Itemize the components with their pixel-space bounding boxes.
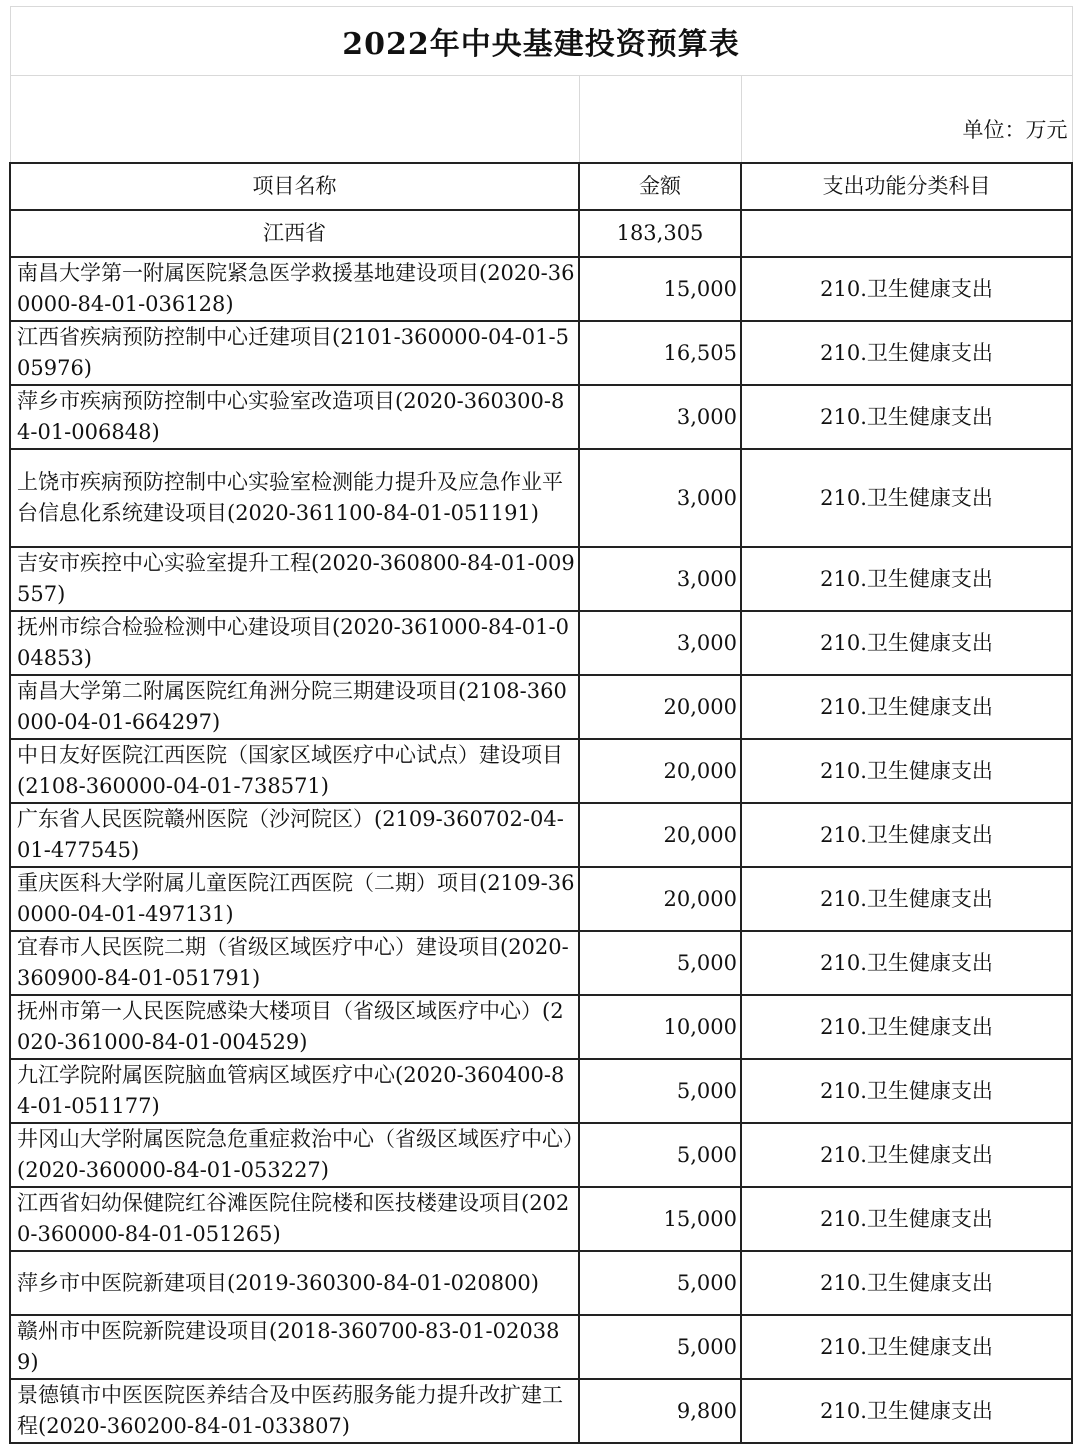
project-amount: 16,505 [579, 321, 741, 385]
project-name: 南昌大学第一附属医院紧急医学救援基地建设项目(2020-360000-84-01-036128) [10, 257, 579, 321]
project-amount: 9,800 [579, 1379, 741, 1443]
table-row [10, 449, 1072, 547]
project-category: 210.卫生健康支出 [741, 321, 1072, 385]
table-row [10, 1251, 1072, 1315]
project-category: 210.卫生健康支出 [741, 803, 1072, 867]
project-name: 中日友好医院江西医院（国家区域医疗中心试点）建设项目(2108-360000-04-01-738571) [10, 739, 579, 803]
project-name: 吉安市疾控中心实验室提升工程(2020-360800-84-01-009557) [10, 547, 579, 611]
table-row [10, 1059, 1072, 1123]
project-amount: 5,000 [579, 931, 741, 995]
project-name: 广东省人民医院赣州医院（沙河院区）(2109-360702-04-01-477545) [10, 803, 579, 867]
title-row [10, 7, 1072, 76]
project-name: 宜春市人民医院二期（省级区域医疗中心）建设项目(2020-360900-84-01-051791) [10, 931, 579, 995]
project-amount: 3,000 [579, 611, 741, 675]
project-amount: 15,000 [579, 1187, 741, 1251]
project-category: 210.卫生健康支出 [741, 1379, 1072, 1443]
project-amount: 5,000 [579, 1123, 741, 1187]
project-name: 抚州市综合检验检测中心建设项目(2020-361000-84-01-004853) [10, 611, 579, 675]
header-category: 支出功能分类科目 [741, 163, 1072, 210]
project-name: 抚州市第一人民医院感染大楼项目（省级区域医疗中心）(2020-361000-84-01-004529) [10, 995, 579, 1059]
project-name: 江西省疾病预防控制中心迁建项目(2101-360000-04-01-505976) [10, 321, 579, 385]
table-row [10, 995, 1072, 1059]
province-amount: 183,305 [579, 210, 741, 257]
project-amount: 3,000 [579, 385, 741, 449]
project-amount: 20,000 [579, 867, 741, 931]
project-amount: 3,000 [579, 547, 741, 611]
table-row [10, 385, 1072, 449]
project-category: 210.卫生健康支出 [741, 449, 1072, 547]
table-row [10, 257, 1072, 321]
project-name: 九江学院附属医院脑血管病区域医疗中心(2020-360400-84-01-051177) [10, 1059, 579, 1123]
project-category: 210.卫生健康支出 [741, 1123, 1072, 1187]
blank-cell [579, 76, 741, 164]
project-category: 210.卫生健康支出 [741, 385, 1072, 449]
table-row [10, 675, 1072, 739]
table-row [10, 1123, 1072, 1187]
project-amount: 5,000 [579, 1251, 741, 1315]
project-category: 210.卫生健康支出 [741, 1059, 1072, 1123]
project-category: 210.卫生健康支出 [741, 1315, 1072, 1379]
project-category: 210.卫生健康支出 [741, 931, 1072, 995]
project-amount: 20,000 [579, 803, 741, 867]
header-amount: 金额 [579, 163, 741, 210]
province-name: 江西省 [10, 210, 579, 257]
project-amount: 5,000 [579, 1059, 741, 1123]
header-row [10, 163, 1072, 210]
table-row [10, 1315, 1072, 1379]
project-category: 210.卫生健康支出 [741, 675, 1072, 739]
province-category [741, 210, 1072, 257]
budget-table [9, 6, 1073, 1444]
table-row [10, 547, 1072, 611]
table-row [10, 867, 1072, 931]
project-amount: 5,000 [579, 1315, 741, 1379]
project-category: 210.卫生健康支出 [741, 1187, 1072, 1251]
page-title: 2022年中央基建投资预算表 [10, 7, 1072, 76]
table-row [10, 321, 1072, 385]
project-name: 萍乡市中医院新建项目(2019-360300-84-01-020800) [10, 1251, 579, 1315]
table-row [10, 611, 1072, 675]
project-category: 210.卫生健康支出 [741, 611, 1072, 675]
project-category: 210.卫生健康支出 [741, 739, 1072, 803]
unit-label: 单位：万元 [741, 76, 1072, 164]
project-amount: 15,000 [579, 257, 741, 321]
table-row [10, 1187, 1072, 1251]
project-name: 南昌大学第二附属医院红角洲分院三期建设项目(2108-360000-04-01-664297) [10, 675, 579, 739]
unit-row [10, 76, 1072, 164]
table-row [10, 739, 1072, 803]
project-amount: 3,000 [579, 449, 741, 547]
province-row [10, 210, 1072, 257]
project-name: 萍乡市疾病预防控制中心实验室改造项目(2020-360300-84-01-006848) [10, 385, 579, 449]
budget-sheet [9, 6, 1071, 1444]
table-row [10, 1379, 1072, 1443]
project-category: 210.卫生健康支出 [741, 257, 1072, 321]
project-name: 重庆医科大学附属儿童医院江西医院（二期）项目(2109-360000-04-01-497131) [10, 867, 579, 931]
project-name: 赣州市中医院新院建设项目(2018-360700-83-01-020389) [10, 1315, 579, 1379]
project-name: 江西省妇幼保健院红谷滩医院住院楼和医技楼建设项目(2020-360000-84-01-051265) [10, 1187, 579, 1251]
project-category: 210.卫生健康支出 [741, 995, 1072, 1059]
project-amount: 20,000 [579, 739, 741, 803]
project-category: 210.卫生健康支出 [741, 867, 1072, 931]
project-category: 210.卫生健康支出 [741, 1251, 1072, 1315]
project-amount: 20,000 [579, 675, 741, 739]
project-name: 上饶市疾病预防控制中心实验室检测能力提升及应急作业平台信息化系统建设项目(2020-361100-84-01-051191) [10, 449, 579, 547]
table-row [10, 803, 1072, 867]
header-name: 项目名称 [10, 163, 579, 210]
project-name: 景德镇市中医医院医养结合及中医药服务能力提升改扩建工程(2020-360200-84-01-033807) [10, 1379, 579, 1443]
project-amount: 10,000 [579, 995, 741, 1059]
table-row [10, 931, 1072, 995]
project-category: 210.卫生健康支出 [741, 547, 1072, 611]
blank-cell [10, 76, 579, 164]
project-name: 井冈山大学附属医院急危重症救治中心（省级区域医疗中心）(2020-360000-84-01-053227) [10, 1123, 579, 1187]
